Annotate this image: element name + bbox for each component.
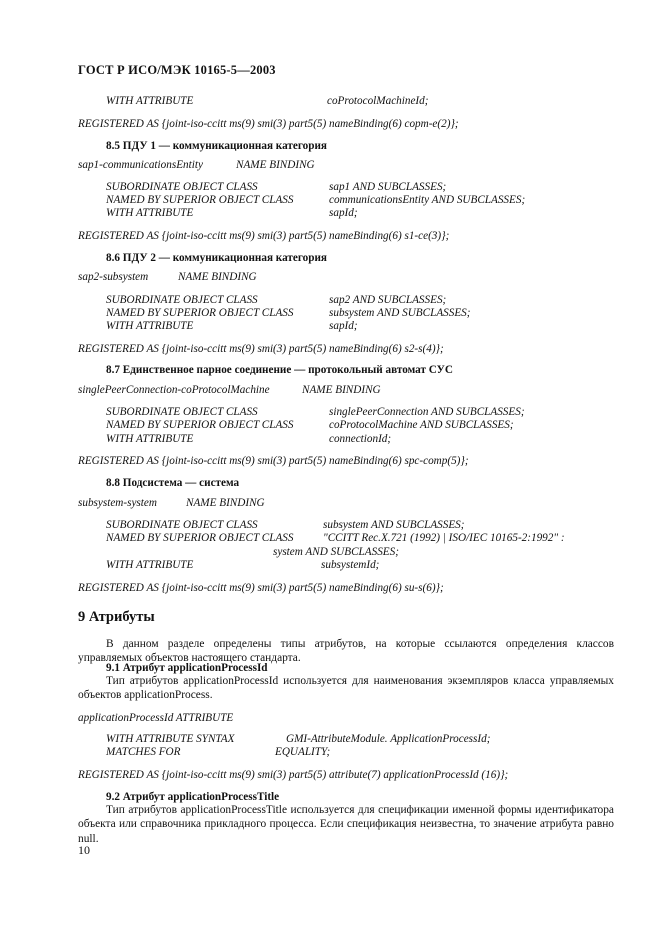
s86-binding-name: sap2-subsystem <box>78 271 149 283</box>
s91-row-value: EQUALITY; <box>275 746 331 758</box>
section-8-8-heading: 8.8 Подсистема — система <box>106 477 240 489</box>
page-number: 10 <box>78 843 90 857</box>
s88-binding-kw: NAME BINDING <box>186 497 265 509</box>
section-9-intro: В данном разделе определены типы атрибутов, на которые ссылаются определения классов управляемых объектов настоящего стандарта. <box>78 638 614 665</box>
section-9-1-heading: 9.1 Атрибут applicationProcessId <box>106 662 268 674</box>
s87-row-key: SUBORDINATE OBJECT CLASS <box>106 406 258 418</box>
s87-binding-name: singlePeerConnection-coProtocolMachine <box>78 384 270 396</box>
section-8-6-heading: 8.6 ПДУ 2 — коммуникационная категория <box>106 252 327 264</box>
s86-row-value: subsystem AND SUBCLASSES; <box>329 307 471 319</box>
s88-row-value: subsystemId; <box>321 559 380 571</box>
s91-row-key: WITH ATTRIBUTE SYNTAX <box>106 733 235 745</box>
s85-row-key: NAMED BY SUPERIOR OBJECT CLASS <box>106 194 294 206</box>
s87-binding-kw: NAME BINDING <box>302 384 381 396</box>
s86-row-key: SUBORDINATE OBJECT CLASS <box>106 294 258 306</box>
top-registered: REGISTERED AS {joint-iso-ccitt ms(9) smi(3) part5(5) nameBinding(6) copm-e(2)}; <box>78 118 459 130</box>
top-with-attribute-key: WITH ATTRIBUTE <box>106 95 194 107</box>
section-9-1-para: Тип атрибутов applicationProcessId используется для наименования экземпляров класса управляемых объектов applicationProcess. <box>78 675 614 702</box>
s86-row-key: WITH ATTRIBUTE <box>106 320 194 332</box>
s88-row-value: subsystem AND SUBCLASSES; <box>323 519 465 531</box>
s86-row-value: sap2 AND SUBCLASSES; <box>329 294 447 306</box>
s91-row-key: MATCHES FOR <box>106 746 181 758</box>
s88-registered: REGISTERED AS {joint-iso-ccitt ms(9) smi(3) part5(5) nameBinding(6) su-s(6)}; <box>78 582 444 594</box>
s85-row-value: communicationsEntity AND SUBCLASSES; <box>329 194 526 206</box>
s91-row-value: GMI-AttributeModule. ApplicationProcessId; <box>286 733 491 745</box>
s85-row-key: WITH ATTRIBUTE <box>106 207 194 219</box>
s86-row-key: NAMED BY SUPERIOR OBJECT CLASS <box>106 307 294 319</box>
s87-row-value: singlePeerConnection AND SUBCLASSES; <box>329 406 525 418</box>
section-9-2-para: Тип атрибутов applicationProcessTitle используется для спецификации именной формы идентификатора объекта или справочника прикладного процесса. Если спецификация неизвестна, то значение атрибута равно null. <box>78 804 614 845</box>
s87-row-key: NAMED BY SUPERIOR OBJECT CLASS <box>106 419 294 431</box>
s86-registered: REGISTERED AS {joint-iso-ccitt ms(9) smi(3) part5(5) nameBinding(6) s2-s(4)}; <box>78 343 444 355</box>
s85-row-value: sap1 AND SUBCLASSES; <box>329 181 447 193</box>
section-8-7-heading: 8.7 Единственное парное соединение — протокольный автомат СУС <box>106 364 453 376</box>
s85-registered: REGISTERED AS {joint-iso-ccitt ms(9) smi(3) part5(5) nameBinding(6) s1-ce(3)}; <box>78 230 450 242</box>
s91-registered: REGISTERED AS {joint-iso-ccitt ms(9) smi(3) part5(5) attribute(7) applicationProcessId (16)}; <box>78 769 509 781</box>
s86-binding-kw: NAME BINDING <box>178 271 257 283</box>
section-9-heading: 9 Атрибуты <box>78 609 155 625</box>
top-with-attribute-value: coProtocolMachineId; <box>327 95 429 107</box>
s85-row-value: sapId; <box>329 207 358 219</box>
s88-row-key: WITH ATTRIBUTE <box>106 559 194 571</box>
section-9-2-heading: 9.2 Атрибут applicationProcessTitle <box>106 791 280 803</box>
s87-row-value: coProtocolMachine AND SUBCLASSES; <box>329 419 514 431</box>
s88-row-value: "CCITT Rec.X.721 (1992) | ISO/IEC 10165-2:1992" : <box>323 532 565 544</box>
running-header: ГОСТ Р ИСО/МЭК 10165-5—2003 <box>78 63 276 77</box>
s85-binding-kw: NAME BINDING <box>236 159 315 171</box>
s87-registered: REGISTERED AS {joint-iso-ccitt ms(9) smi(3) part5(5) nameBinding(6) spc-comp(5)}; <box>78 455 469 467</box>
s88-binding-name: subsystem-system <box>78 497 157 509</box>
s85-row-key: SUBORDINATE OBJECT CLASS <box>106 181 258 193</box>
s88-row-value-continuation: system AND SUBCLASSES; <box>273 546 399 558</box>
s87-row-key: WITH ATTRIBUTE <box>106 433 194 445</box>
s86-row-value: sapId; <box>329 320 358 332</box>
s87-row-value: connectionId; <box>329 433 392 445</box>
s91-attr-line: applicationProcessId ATTRIBUTE <box>78 712 234 724</box>
section-8-5-heading: 8.5 ПДУ 1 — коммуникационная категория <box>106 140 327 152</box>
s85-binding-name: sap1-communicationsEntity <box>78 159 203 171</box>
s88-row-key: SUBORDINATE OBJECT CLASS <box>106 519 258 531</box>
s88-row-key: NAMED BY SUPERIOR OBJECT CLASS <box>106 532 294 544</box>
